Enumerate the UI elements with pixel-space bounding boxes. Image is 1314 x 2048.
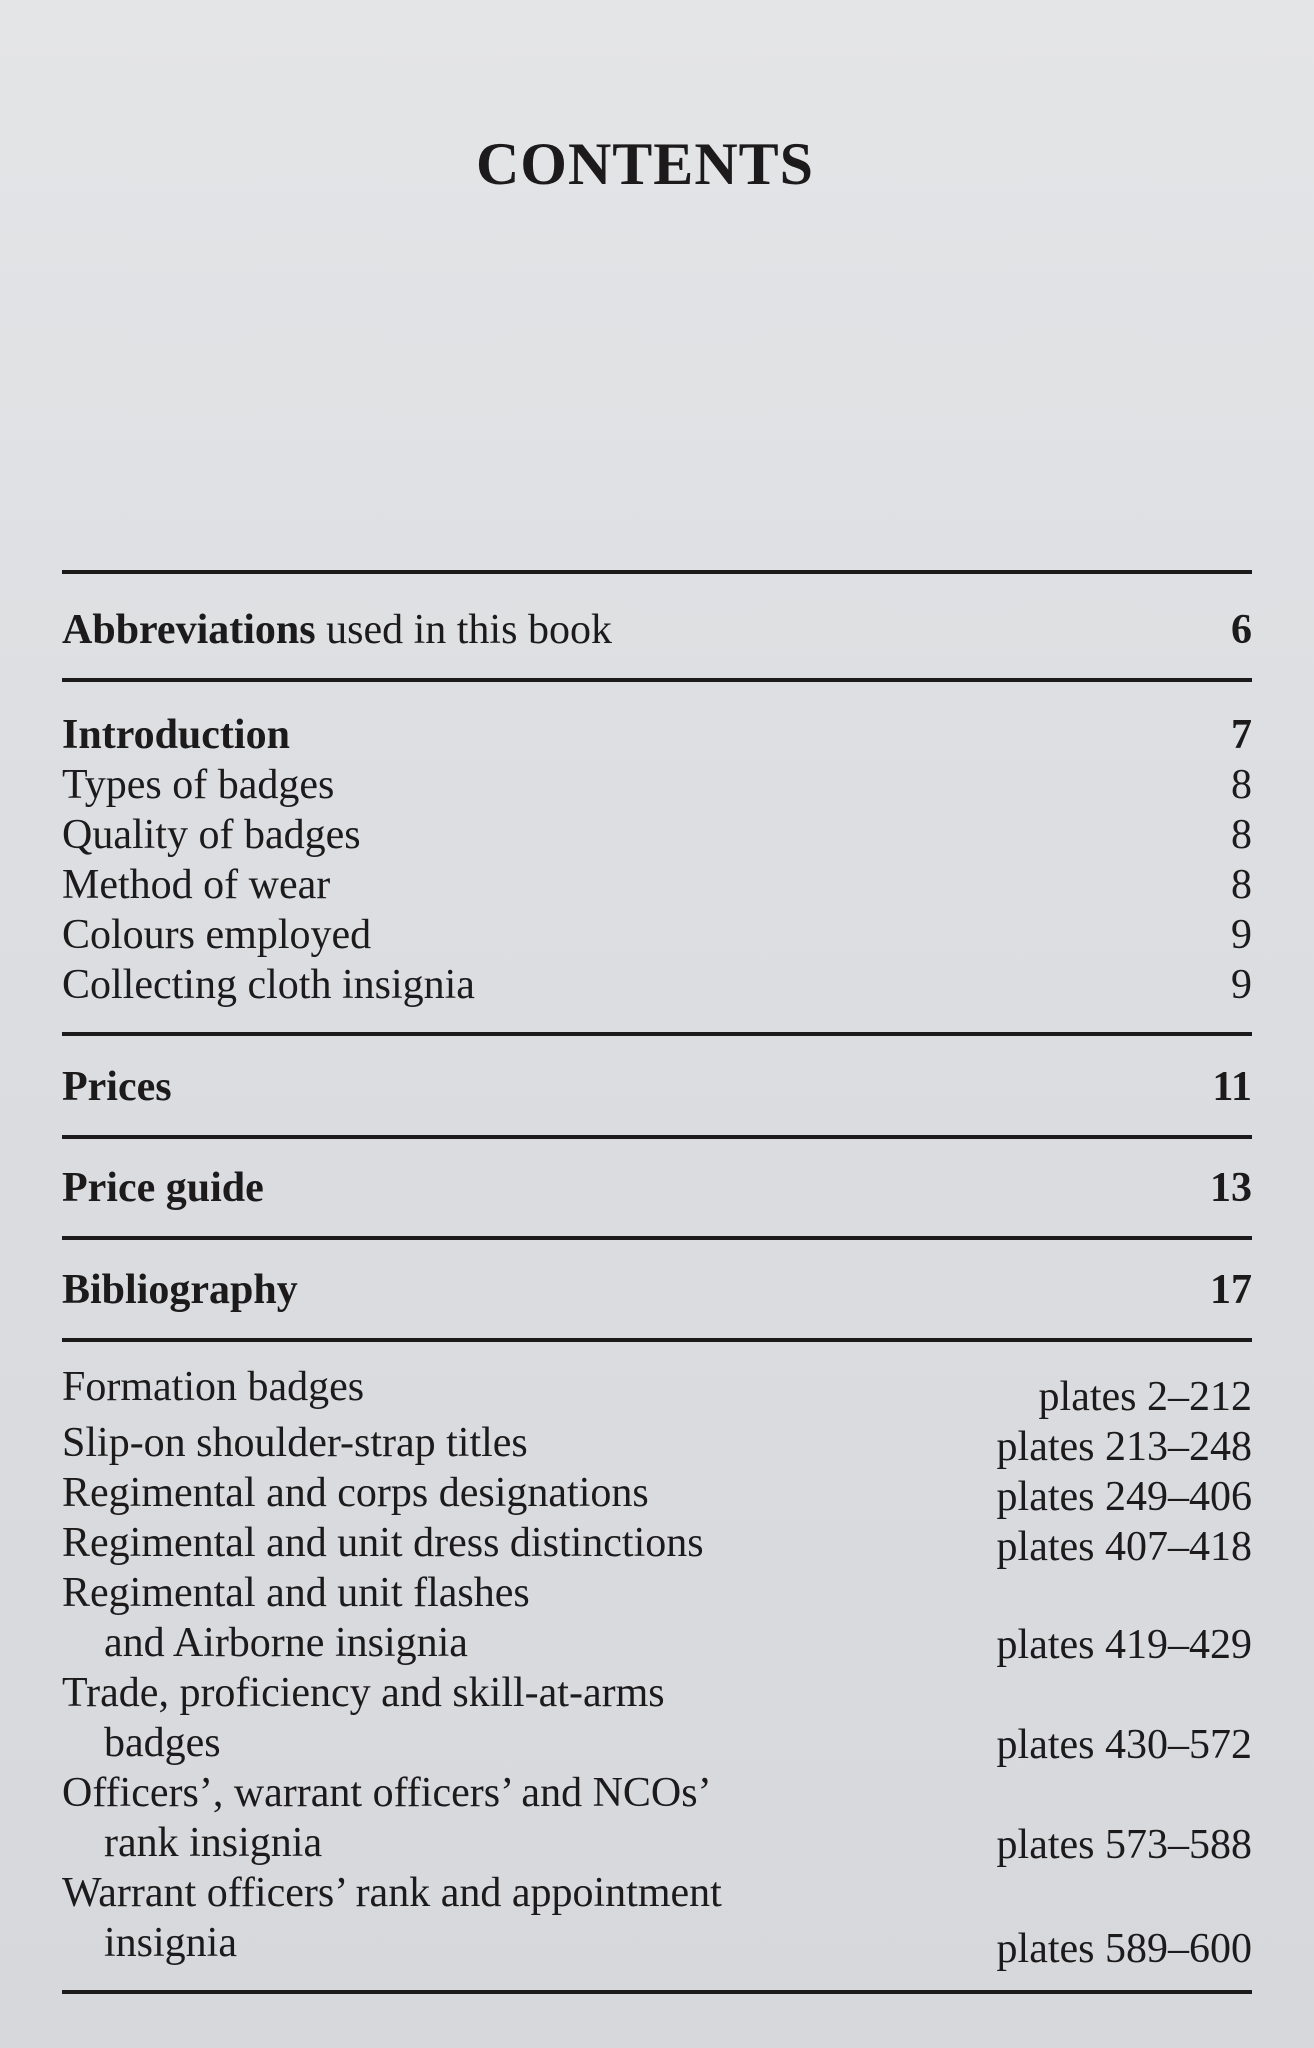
toc-entry-label: Colours employed [62,912,372,958]
toc-entry-label: Prices [62,1064,172,1110]
toc-entry-collecting-cloth-insignia[interactable] [62,960,1252,1010]
toc-entry-prices[interactable] [62,1062,1252,1112]
toc-plate-entry[interactable] [62,1418,1252,1468]
toc-plate-label-continued: badges [104,1720,221,1766]
toc-page-number: 13 [1210,1165,1252,1211]
toc-entry-price-guide[interactable] [62,1163,1252,1213]
divider-rule [62,1032,1252,1036]
toc-page-number: 7 [1231,712,1252,758]
toc-plate-entry[interactable] [62,1568,1252,1668]
toc-plate-entry[interactable] [62,1768,1252,1868]
toc-plate-range: plates 589–600 [996,1926,1252,1972]
toc-entry-abbreviations[interactable] [62,605,1252,655]
toc-plate-label-continued: insignia [104,1920,237,1966]
toc-entry-label: Quality of badges [62,812,361,858]
toc-entry-label: Collecting cloth insignia [62,962,475,1008]
toc-plate-range: plates 407–418 [996,1524,1252,1570]
toc-page-number: 11 [1212,1064,1252,1110]
divider-rule [62,1135,1252,1139]
divider-rule [62,1236,1252,1240]
toc-plate-range: plates 430–572 [996,1722,1252,1768]
toc-entry-label: Introduction [62,712,290,758]
toc-plate-label: Regimental and unit flashes [62,1570,530,1616]
toc-plate-range: plates 249–406 [996,1474,1252,1520]
toc-entry-bibliography[interactable] [62,1265,1252,1315]
toc-page-number: 8 [1231,862,1252,908]
toc-entry-types-of-badges[interactable] [62,760,1252,810]
toc-plate-range: plates 419–429 [996,1622,1252,1668]
toc-page-number: 8 [1231,762,1252,808]
toc-entry-label: Bibliography [62,1267,298,1313]
toc-page-number: 9 [1231,962,1252,1008]
toc-page-number: 8 [1231,812,1252,858]
toc-plate-label: Slip-on shoulder-strap titles [62,1420,528,1466]
toc-entry-label-rest: used in this book [315,607,612,653]
toc-plate-entry[interactable] [62,1868,1252,1972]
divider-rule [62,1990,1252,1994]
toc-plate-range: plates 2–212 [1038,1374,1252,1420]
toc-plate-label: Warrant officers’ rank and appointment [62,1870,722,1916]
toc-entry-label: Types of badges [62,762,335,808]
divider-rule [62,1338,1252,1342]
toc-plate-entry[interactable] [62,1668,1252,1768]
toc-page-number: 6 [1231,607,1252,653]
toc-entry-method-of-wear[interactable] [62,860,1252,910]
toc-plate-label: Regimental and corps designations [62,1470,649,1516]
toc-entry-quality-of-badges[interactable] [62,810,1252,860]
toc-plate-label: Regimental and unit dress distinctions [62,1520,704,1566]
toc-page-number: 9 [1231,912,1252,958]
toc-entry-introduction[interactable] [62,710,1252,760]
toc-plate-label-continued: rank insignia [104,1820,323,1866]
page-title: CONTENTS [475,131,815,197]
toc-plate-label: Formation badges [62,1364,365,1410]
toc-page-number: 17 [1210,1267,1252,1313]
toc-plate-label-continued: and Airborne insignia [104,1620,468,1666]
toc-entry-label: Price guide [62,1165,264,1211]
divider-rule [62,570,1252,574]
toc-plate-entry[interactable] [62,1518,1252,1568]
toc-plate-label: Officers’, warrant officers’ and NCOs’ [62,1770,712,1816]
toc-plate-range: plates 213–248 [996,1424,1252,1470]
toc-plate-range: plates 573–588 [996,1822,1252,1868]
toc-plate-label: Trade, proficiency and skill-at-arms [62,1670,665,1716]
toc-entry-colours-employed[interactable] [62,910,1252,960]
toc-entry-label: Method of wear [62,862,331,908]
toc-plate-entry[interactable] [62,1468,1252,1518]
divider-rule [62,678,1252,682]
toc-entry-label: Abbreviations [62,607,316,653]
toc-plate-entry[interactable] [62,1362,1252,1420]
